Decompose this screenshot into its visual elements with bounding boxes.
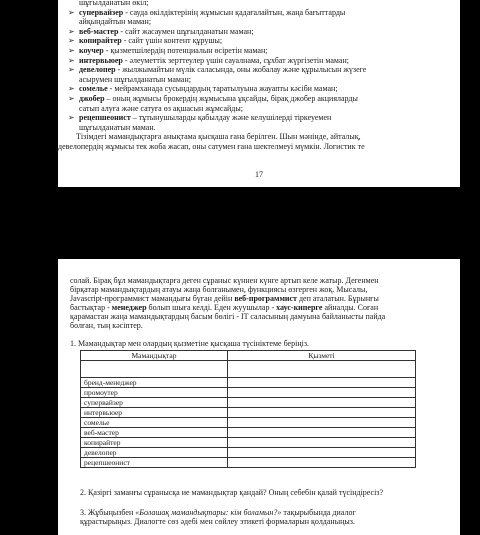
definition-continuation: айқындайтын маман;: [79, 17, 152, 27]
header-professions: Мамандықтар: [81, 351, 228, 361]
bullet-arrow-icon: ➢: [68, 55, 75, 65]
table-row: рецепшеонист: [81, 458, 228, 468]
paragraph-line: болған, тың кәсіптер.: [70, 321, 143, 330]
term: рецепшеонист: [79, 113, 131, 123]
answer-cell[interactable]: [228, 418, 416, 428]
term-description: - әлеуметтік зерттеулер үшін сауалнама, сұхбат жүргізетін маман;: [122, 55, 349, 65]
definition-item: [68, 46, 460, 55]
definition-item: [68, 8, 460, 17]
paragraph-line: Тізімдегі мамандықтарға анықтама қысқаша ғана берілген. Шын мәнінде, айталық,: [76, 132, 361, 142]
term-description: – оның жұмысы брокердің жұмысына ұқсайды, бірақ джобер акцияларды: [104, 94, 358, 103]
bullet-arrow-icon: ➢: [68, 84, 75, 94]
task-3-line-2: құрастырыңыз. Диалогте сөз әдебі мен сөйлеу этикеті формаларын қолданыңыз.: [80, 517, 355, 526]
answer-cell[interactable]: [228, 398, 416, 408]
term: веб-мастер: [79, 26, 119, 36]
bullet-arrow-icon: ➢: [68, 36, 75, 46]
definition-item: [68, 27, 460, 36]
paragraph-line: Javascript-программист мамандығы бүған дейін веб-программист деп аталатын. Бұрынғы: [70, 294, 379, 303]
answer-cell[interactable]: [228, 408, 416, 418]
professions-table: [80, 350, 416, 468]
definition-continuation: шұғылданатын маман.: [79, 122, 156, 132]
table-row: сомелье: [81, 418, 228, 428]
textbook-page-17: [58, 0, 460, 187]
page-number: 17: [255, 170, 263, 179]
definition-continuation: шұғылданатын өкіл;: [79, 0, 149, 7]
definition-item: [68, 84, 460, 93]
answer-cell[interactable]: [228, 428, 416, 438]
answer-cell[interactable]: [228, 458, 416, 468]
definition-continuation: асырумен шұғылданатын маман;: [79, 74, 191, 84]
paragraph-line: бастықтар - менеджер болып шыға келді. Еден жуушылар - хаус-киперге айналды. Соған: [70, 303, 379, 312]
paragraph-line: қарамастан жаңа мамандықтардың басым бөлігі - IT саласының дамуына байланысты пайда: [70, 312, 386, 321]
term-description: - сайт жасаумен шұғылданатын маман;: [118, 26, 254, 36]
answer-cell[interactable]: [228, 438, 416, 448]
definition-item: [68, 65, 460, 74]
table-row: промоутер: [81, 388, 228, 398]
table-row: копирайтер: [81, 438, 228, 448]
paragraph-line: девелопердің жұмысы тек жоба жасап, оны сатумен ғана шектелмеуі мүмкін. Логистик те: [58, 142, 365, 151]
table-row: девелопер: [81, 448, 228, 458]
definition-item: [68, 56, 460, 65]
term: девелопер: [79, 65, 116, 75]
answer-cell[interactable]: [228, 388, 416, 398]
term-description: – тұтынушыларды қабылдау және келушілерді тіркеуемен: [130, 113, 332, 123]
textbook-page-18: [58, 259, 460, 535]
definition-continuation: сатып алуға және сатуға өз ақшасын жұмсайды;: [79, 103, 243, 113]
bullet-arrow-icon: ➢: [68, 7, 75, 17]
table-row: интервьюер: [81, 408, 228, 418]
term: коучер: [79, 46, 104, 55]
table-row: супервайзер: [81, 398, 228, 408]
definition-item: [68, 113, 460, 122]
bullet-arrow-icon: ➢: [68, 94, 75, 103]
table-row: веб-мастер: [81, 428, 228, 438]
term-description: - сайт үшін контент құрушы;: [121, 36, 223, 46]
term: интервьюер: [79, 55, 123, 65]
bullet-arrow-icon: ➢: [68, 26, 75, 36]
answer-cell[interactable]: [228, 448, 416, 458]
term-description: - қызметшілердің потенциалын өсіретін маман;: [103, 46, 268, 55]
term: джобер: [79, 94, 105, 103]
bullet-arrow-icon: ➢: [68, 46, 75, 55]
paragraph-line: бірқатар мамандықтардың атауы жаңа болғанымен, функциясы өзгерген жоқ. Мысалы,: [70, 285, 368, 294]
term-description: - сауда өкілдіктерінің жұмысын қадағалайтын, жаңа бағыттарды: [123, 7, 346, 17]
table-row: бренд-менеджер: [81, 378, 228, 388]
paragraph-line: солай. Бірақ бұл мамандықтарға деген сұраныс күннен күнге артып келе жатыр. Дегенмен: [70, 276, 379, 285]
term: сомелье: [79, 84, 108, 94]
definition-item: [68, 36, 460, 45]
bullet-arrow-icon: ➢: [68, 113, 75, 123]
task-2: 2. Қазіргі заманғы сұранысқа ие мамандықтар қандай? Оның себебін қалай түсіндіресіз?: [80, 488, 384, 497]
term-description: - жылжымайтын мүлік саласында, оны жобалау және құрылысын жүзеге: [115, 65, 367, 75]
header-function: Қызметі: [228, 351, 416, 361]
term-description: - мейрамханада сусындардың таратылуына жауапты кәсіби маман;: [107, 84, 338, 94]
term: супервайзер: [79, 7, 124, 17]
term: копирайтер: [79, 36, 122, 46]
task-1: 1. Мамандықтар мен олардың қызметіне қысқаша түсініктеме беріңіз.: [70, 339, 309, 348]
answer-cell[interactable]: [228, 378, 416, 388]
task-3-line-1: 3. Жұбыңызбен «Болашақ мамандықтары: кім боламын?» тақырыбында диалог: [80, 508, 356, 517]
definition-item: [68, 94, 460, 103]
bullet-arrow-icon: ➢: [68, 65, 75, 75]
